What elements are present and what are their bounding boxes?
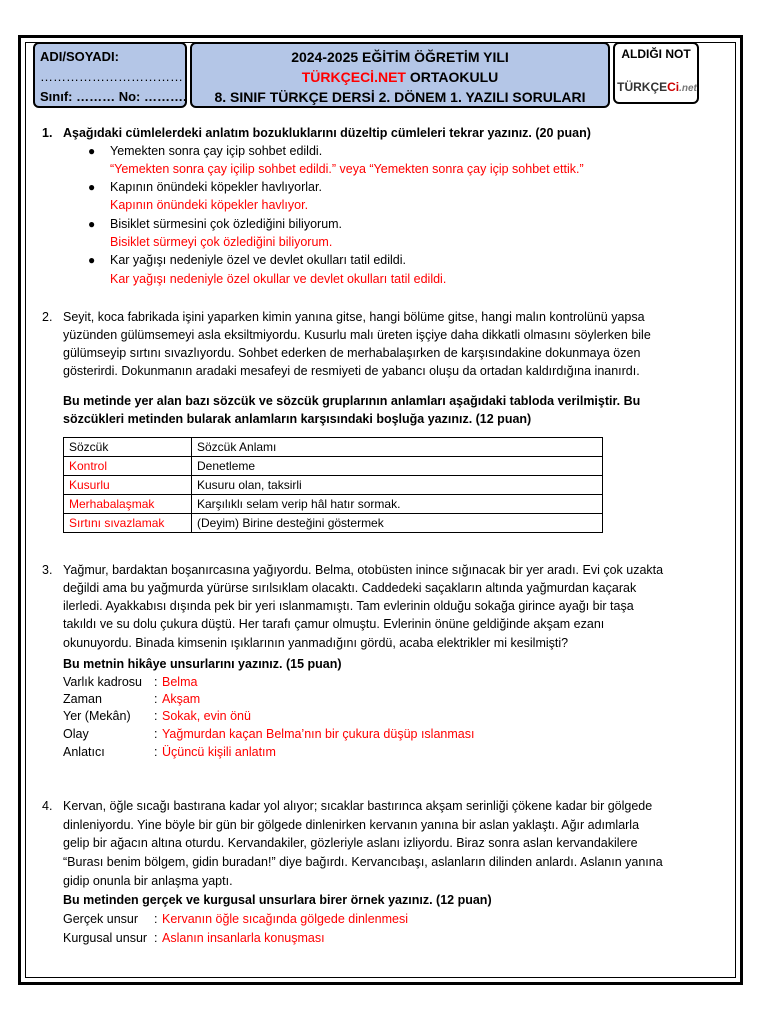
table-header-word: Sözcük [64,438,192,457]
grade-box [613,42,699,104]
table-row [64,514,603,533]
q2-passage-line: gülümseyip sırtını sıvazlıyordu. Sohbet ederken de merhabalaşırken de karşısındakine dokunmaya özen [63,346,641,360]
table-row [64,495,603,514]
q4-element-label: Gerçek unsur [63,912,139,926]
q1-sentence-2: Kapının önündeki köpekler havlıyorlar. [110,180,322,194]
q3-element-answer: Yağmurdan kaçan Belma’nın bir çukura düşüp ıslanması [162,727,475,741]
table-cell-word: Kusurlu [64,476,192,495]
table-header-meaning: Sözcük Anlamı [192,438,603,457]
colon: : [154,727,158,741]
q3-element-label: Varlık kadrosu [63,675,142,689]
q3-element-label: Olay [63,727,89,741]
q4-element-label: Kurgusal unsur [63,931,148,945]
grade-label: ALDIĞI NOT [621,47,691,61]
table-row [64,476,603,495]
q3-prompt: Bu metnin hikâye unsurlarını yazınız. (15 puan) [63,657,342,671]
q1-answer-2: Kapının önündeki köpekler havlıyor. [110,198,309,212]
q4-element-answer: Aslanın insanlarla konuşması [162,931,325,945]
table-cell-meaning: Kusuru olan, taksirli [192,476,603,495]
q1-sentence-1: Yemekten sonra çay içip sohbet edildi. [110,144,323,158]
q3-passage-line: takıldı ve su dolu çukura düştü. Her tarafı çamur olmuştu. Evlerinin önüne geldiğinde akşam ezanı [63,617,605,631]
q4-passage-line: dinleniyordu. Yine böyle bir gün bir gölgede dinlenirken kervanın yanına bir aslan yaklaştı. Ağır adımlarla [63,818,640,832]
colon: : [154,675,158,689]
q1-answer-1: “Yemekten sonra çay içilip sohbet edildi.” veya “Yemekten sonra çay içip sohbet ettik.” [110,162,584,176]
q3-passage-line: Yağmur, bardaktan boşanırcasına yağıyordu. Belma, otobüsten inince sığınacak bir yer aradı. Evi çok uzakta [63,563,664,577]
colon: : [154,931,158,945]
q1-answer-4: Kar yağışı nedeniyle özel okullar ve devlet okulları tatil edildi. [110,272,447,286]
student-info-box [33,42,187,108]
q2-passage-line: gösterirdi. Dokunmanın aradaki mesafeyi de resmiyeti de yabancı oluşu da ortadan kaldırdığına inanırdı. [63,364,640,378]
table-cell-word: Sırtını sıvazlamak [64,514,192,533]
q3-passage-line: değildi ama bu yağmurda yürürse sırılsıklam olacaktı. Caddedeki saçakların altında yağmurdan kaçarak [63,581,637,595]
colon: : [154,692,158,706]
q1-sentence-4: Kar yağışı nedeniyle özel ve devlet okulları tatil edildi. [110,253,406,267]
q3-element-answer: Üçüncü kişili anlatım [162,745,276,759]
table-row [64,457,603,476]
q3-element-answer: Sokak, evin önü [162,709,251,723]
bullet-icon: ● [88,217,96,231]
q3-element-answer: Akşam [162,692,201,706]
name-label: ADI/SOYADI: [40,49,119,64]
table-cell-word: Kontrol [64,457,192,476]
q2-prompt-line: Bu metinde yer alan bazı sözcük ve sözcük gruplarının anlamları aşağıdaki tabloda verilmiştir. Bu [63,394,641,408]
school-name [192,67,608,87]
school-brand: TÜRKÇECİ.NET [301,69,406,85]
word-meaning-table [63,437,603,533]
q2-prompt-line: sözcükleri metinden bularak anlamların karşısındaki boşluğa yazınız. (12 puan) [63,412,532,426]
q3-element-label: Anlatıcı [63,745,105,759]
name-dots: …………………………… [40,69,183,84]
q1-answer-3: Bisiklet sürmeyi çok özlediğini biliyorum. [110,235,333,249]
school-year: 2024-2025 EĞİTİM ÖĞRETİM YILI [291,49,509,65]
q3-number: 3. [42,563,53,577]
q1-prompt: Aşağıdaki cümlelerdeki anlatım bozukluklarını düzeltip cümleleri tekrar yazınız. (20 puan) [63,126,591,140]
q4-passage-line: “Burası benim bölgem, gidin buradan!” diye bağırdı. Kervancıbaşı, aslanların dilinden anlardı. Aslanın yanına [63,855,663,869]
table-header-row [64,438,603,457]
school-suffix: ORTAOKULU [405,69,499,85]
q3-passage-line: okunuyordu. Binada kimsenin ışıklarının yanmadığını gördü, acaba elektrikler mi kesilmişti? [63,636,569,650]
q2-number: 2. [42,310,53,324]
turkceci-logo: TÜRKÇECi.net [617,80,697,94]
table-cell-meaning: Denetleme [192,457,603,476]
class-line: Sınıf: ……… No: ………. [40,89,187,104]
exam-title-box [190,42,610,108]
q4-number: 4. [42,799,53,813]
bullet-icon: ● [88,144,96,158]
table-cell-word: Merhabalaşmak [64,495,192,514]
exam-title: 8. SINIF TÜRKÇE DERSİ 2. DÖNEM 1. YAZILI SORULARI [214,89,586,105]
colon: : [154,745,158,759]
bullet-icon: ● [88,180,96,194]
table-cell-meaning: Karşılıklı selam verip hâl hatır sormak. [192,495,603,514]
q1-sentence-3: Bisiklet sürmesini çok özlediğini biliyorum. [110,217,343,231]
q2-passage-line: Seyit, koca fabrikada işini yaparken kimin yanına gitse, hangi bölüme gitse, hangi malın kontrolünü yapsa [63,310,645,324]
q1-number: 1. [42,126,53,140]
q4-element-answer: Kervanın öğle sıcağında gölgede dinlenmesi [162,912,409,926]
q3-passage-line: ilerledi. Ayakkabısı dışında pek bir yeri ıslanmamıştı. Tam evlerinin olduğu sokağa girince ayağı bir taşa [63,599,634,613]
q3-element-label: Yer (Mekân) [63,709,131,723]
q3-element-answer: Belma [162,675,198,689]
bullet-icon: ● [88,253,96,267]
q4-prompt: Bu metinden gerçek ve kurgusal unsurlara birer örnek yazınız. (12 puan) [63,893,492,907]
q4-passage-line: gelip bir ağacın altına oturdu. Kervandakiler, gözleriyle aslanı izliyordu. Biraz sonra aslan kervandakilere [63,836,638,850]
q3-element-label: Zaman [63,692,102,706]
colon: : [154,709,158,723]
q2-passage-line: yüzünden gülümsemeyi asla eksiltmiyordu. Kusurlu malı üreten işçiye daha dikkatli olmasını söylerken bile [63,328,651,342]
colon: : [154,912,158,926]
q4-passage-line: Kervan, öğle sıcağı bastırana kadar yol alıyor; sıcaklar bastırınca akşam serinliği çökene kadar bir gölgede [63,799,653,813]
q4-passage-line: gidip onunla bir anlaşma yaptı. [63,874,233,888]
table-cell-meaning: (Deyim) Birine desteğini göstermek [192,514,603,533]
